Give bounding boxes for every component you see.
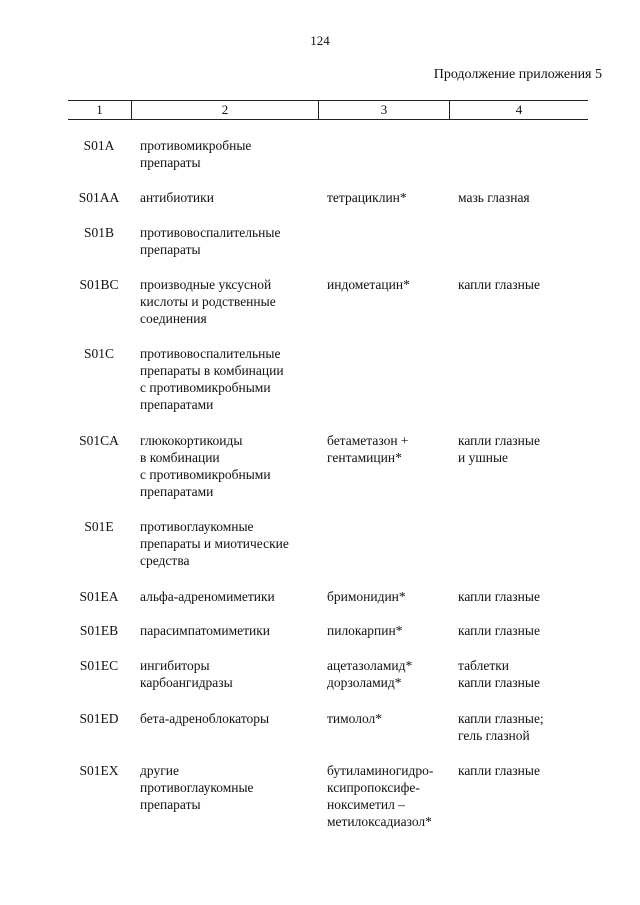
column-header-1: 1 — [96, 102, 103, 117]
atc-code: S01AA — [78, 190, 120, 205]
atc-code: S01CA — [79, 433, 119, 448]
group-name: глюкокортикоиды в комбинации с противомикробными препаратами — [140, 433, 271, 499]
drug-name: бетаметазон + гентамицин* — [327, 433, 409, 465]
dosage-form: капли глазные; гель глазной — [458, 711, 544, 743]
group-name: ингибиторы карбоангидразы — [140, 658, 233, 690]
group-name: производные уксусной кислоты и родственные соединения — [140, 277, 276, 326]
table-header — [68, 100, 588, 120]
group-name: альфа-адреномиметики — [140, 589, 275, 604]
atc-code: S01A — [83, 138, 115, 153]
dosage-form: капли глазные — [458, 763, 540, 778]
column-header-4: 4 — [515, 102, 523, 117]
atc-code: S01C — [83, 346, 114, 361]
page-number: 124 — [310, 33, 330, 48]
atc-code: S01EC — [79, 658, 119, 673]
dosage-form: капли глазные — [458, 589, 540, 604]
drug-name: тимолол* — [327, 711, 383, 726]
drug-name: индометацин* — [327, 277, 410, 292]
group-name: бета-адреноблокаторы — [140, 711, 270, 726]
atc-code: S01BC — [79, 277, 119, 292]
atc-code: S01EA — [79, 589, 119, 604]
atc-code: S01E — [84, 519, 114, 534]
dosage-form: таблетки капли глазные — [458, 658, 540, 690]
atc-code: S01B — [83, 225, 114, 240]
dosage-form: мазь глазная — [458, 190, 530, 205]
dosage-form: капли глазные — [458, 277, 540, 292]
drug-name: ацетазоламид* дорзоламид* — [327, 658, 413, 690]
group-name: противовоспалительные препараты — [140, 225, 281, 257]
drug-name: пилокарпин* — [327, 623, 403, 638]
drug-name: бутиламиногидро- ксипропоксифе- ноксиметил – метилоксадиазол* — [327, 763, 434, 829]
group-name: противовоспалительные препараты в комбинации с противомикробными препаратами — [140, 346, 284, 412]
group-name: парасимпатомиметики — [140, 623, 271, 638]
column-header-2: 2 — [221, 102, 229, 117]
drug-name: тетрациклин* — [327, 190, 407, 205]
continuation-label: Продолжение приложения 5 — [433, 67, 602, 82]
dosage-form: капли глазные и ушные — [458, 433, 540, 465]
atc-code: S01EB — [79, 623, 119, 638]
group-name: противомикробные препараты — [140, 138, 252, 170]
group-name: противоглаукомные препараты и миотические средства — [140, 519, 289, 568]
atc-code: S01EX — [79, 763, 119, 778]
drug-name: бримонидин* — [327, 589, 406, 604]
dosage-form: капли глазные — [458, 623, 540, 638]
group-name: другие противоглаукомные препараты — [140, 763, 254, 812]
atc-code: S01ED — [79, 711, 119, 726]
group-name: антибиотики — [140, 190, 214, 205]
column-header-3: 3 — [380, 102, 388, 117]
